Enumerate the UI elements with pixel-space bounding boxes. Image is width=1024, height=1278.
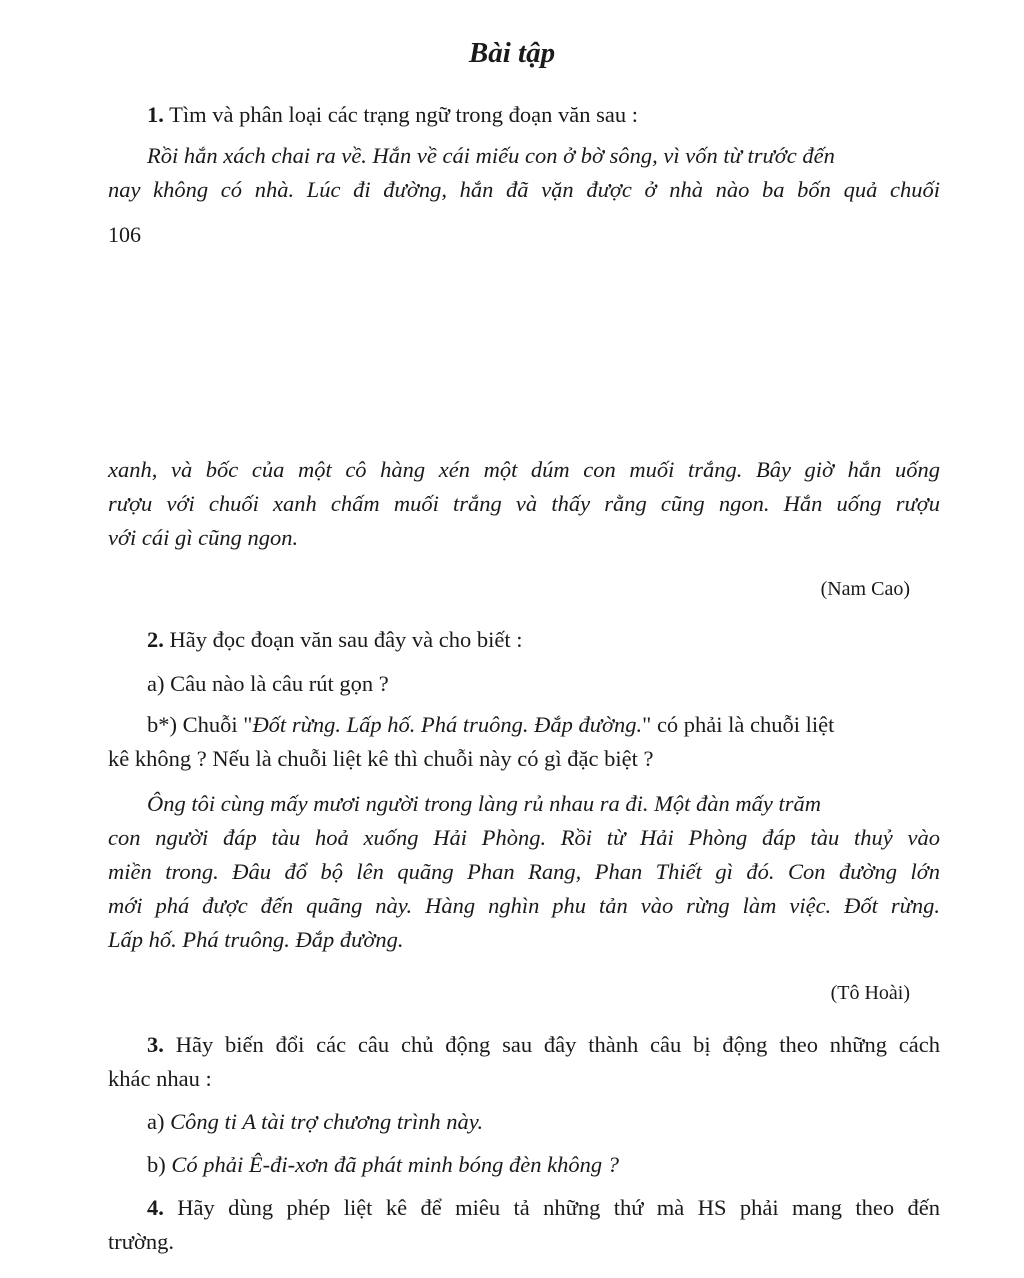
exercise-1-passage-line: nay không có nhà. Lúc đi đường, hắn đã vặn được ở nhà nào ba bốn quả chuối: [108, 177, 940, 202]
exercise-3-a-label: a): [147, 1109, 171, 1134]
exercise-2-passage-line: Lấp hố. Phá truông. Đắp đường.: [108, 927, 404, 952]
exercise-3-b-label: b): [147, 1152, 172, 1177]
exercise-2-author: (Tô Hoài): [830, 982, 910, 1004]
exercise-2-prompt: [147, 626, 523, 653]
exercise-3-prompt-line2: khác nhau :: [108, 1066, 212, 1091]
exercise-3-item-b: [147, 1151, 619, 1178]
exercise-3-number: 3.: [147, 1032, 164, 1057]
exercise-3-a-text: Công ti A tài trợ chương trình này.: [170, 1109, 484, 1134]
exercise-2-number: 2.: [147, 627, 164, 652]
exercise-1-passage-line: xanh, và bốc của một cô hàng xén một dúm con muối trắng. Bây giờ hắn uống: [108, 457, 940, 482]
exercise-2-passage-line: miền trong. Đâu đổ bộ lên quãng Phan Rang, Phan Thiết gì đó. Con đường lớn: [108, 859, 940, 884]
exercise-4-prompt-text: Hãy dùng phép liệt kê để miêu tả những thứ mà HS phải mang theo đến: [177, 1195, 940, 1220]
exercise-3-prompt-text: Hãy biến đổi các câu chủ động sau đây thành câu bị động theo những cách: [175, 1032, 940, 1057]
exercise-1-passage-line: rượu với chuối xanh chấm muối trắng và thấy rằng cũng ngon. Hắn uống rượu: [108, 491, 940, 516]
exercise-1-passage-line: Rồi hắn xách chai ra về. Hắn về cái miếu con ở bờ sông, vì vốn từ trước đến: [147, 143, 835, 168]
exercise-3-prompt: [147, 1031, 940, 1058]
exercise-3-b-text: Có phải Ê-đi-xơn đã phát minh bóng đèn không ?: [171, 1152, 619, 1177]
exercise-2-question-b-line2: kê không ? Nếu là chuỗi liệt kê thì chuỗi này có gì đặc biệt ?: [108, 746, 654, 771]
exercise-4-number: 4.: [147, 1195, 164, 1220]
exercise-4-prompt: [147, 1194, 940, 1221]
exercise-2-question-b: [147, 711, 834, 738]
exercise-2-b-quote: Đốt rừng. Lấp hố. Phá truông. Đắp đường.: [252, 712, 643, 737]
exercise-1-prompt-text: Tìm và phân loại các trạng ngữ trong đoạn văn sau :: [169, 102, 639, 127]
exercise-2-question-a: a) Câu nào là câu rút gọn ?: [147, 671, 389, 696]
exercise-1-passage-line: với cái gì cũng ngon.: [108, 525, 299, 550]
page-title: Bài tập: [468, 37, 556, 69]
exercise-2-b-label: b*) Chuỗi ": [147, 712, 253, 737]
page-number: 106: [108, 222, 141, 247]
exercise-2-passage-line: mới phá được đến quãng này. Hàng nghìn phu tản vào rừng làm việc. Đốt rừng.: [108, 893, 940, 918]
exercise-2-prompt-text: Hãy đọc đoạn văn sau đây và cho biết :: [169, 627, 523, 652]
exercise-1-number: 1.: [147, 102, 164, 127]
exercise-2-passage-line: con người đáp tàu hoả xuống Hải Phòng. Rồi từ Hải Phòng đáp tàu thuỷ vào: [108, 825, 940, 850]
exercise-4-prompt-line2: trường.: [108, 1229, 174, 1254]
exercise-2-passage-line: Ông tôi cùng mấy mươi người trong làng rủ nhau ra đi. Một đàn mấy trăm: [147, 791, 821, 816]
exercise-1-author: (Nam Cao): [820, 578, 910, 600]
exercise-1-prompt: [147, 101, 638, 128]
exercise-2-b-rest: " có phải là chuỗi liệt: [642, 712, 835, 737]
exercise-3-item-a: [147, 1108, 483, 1135]
